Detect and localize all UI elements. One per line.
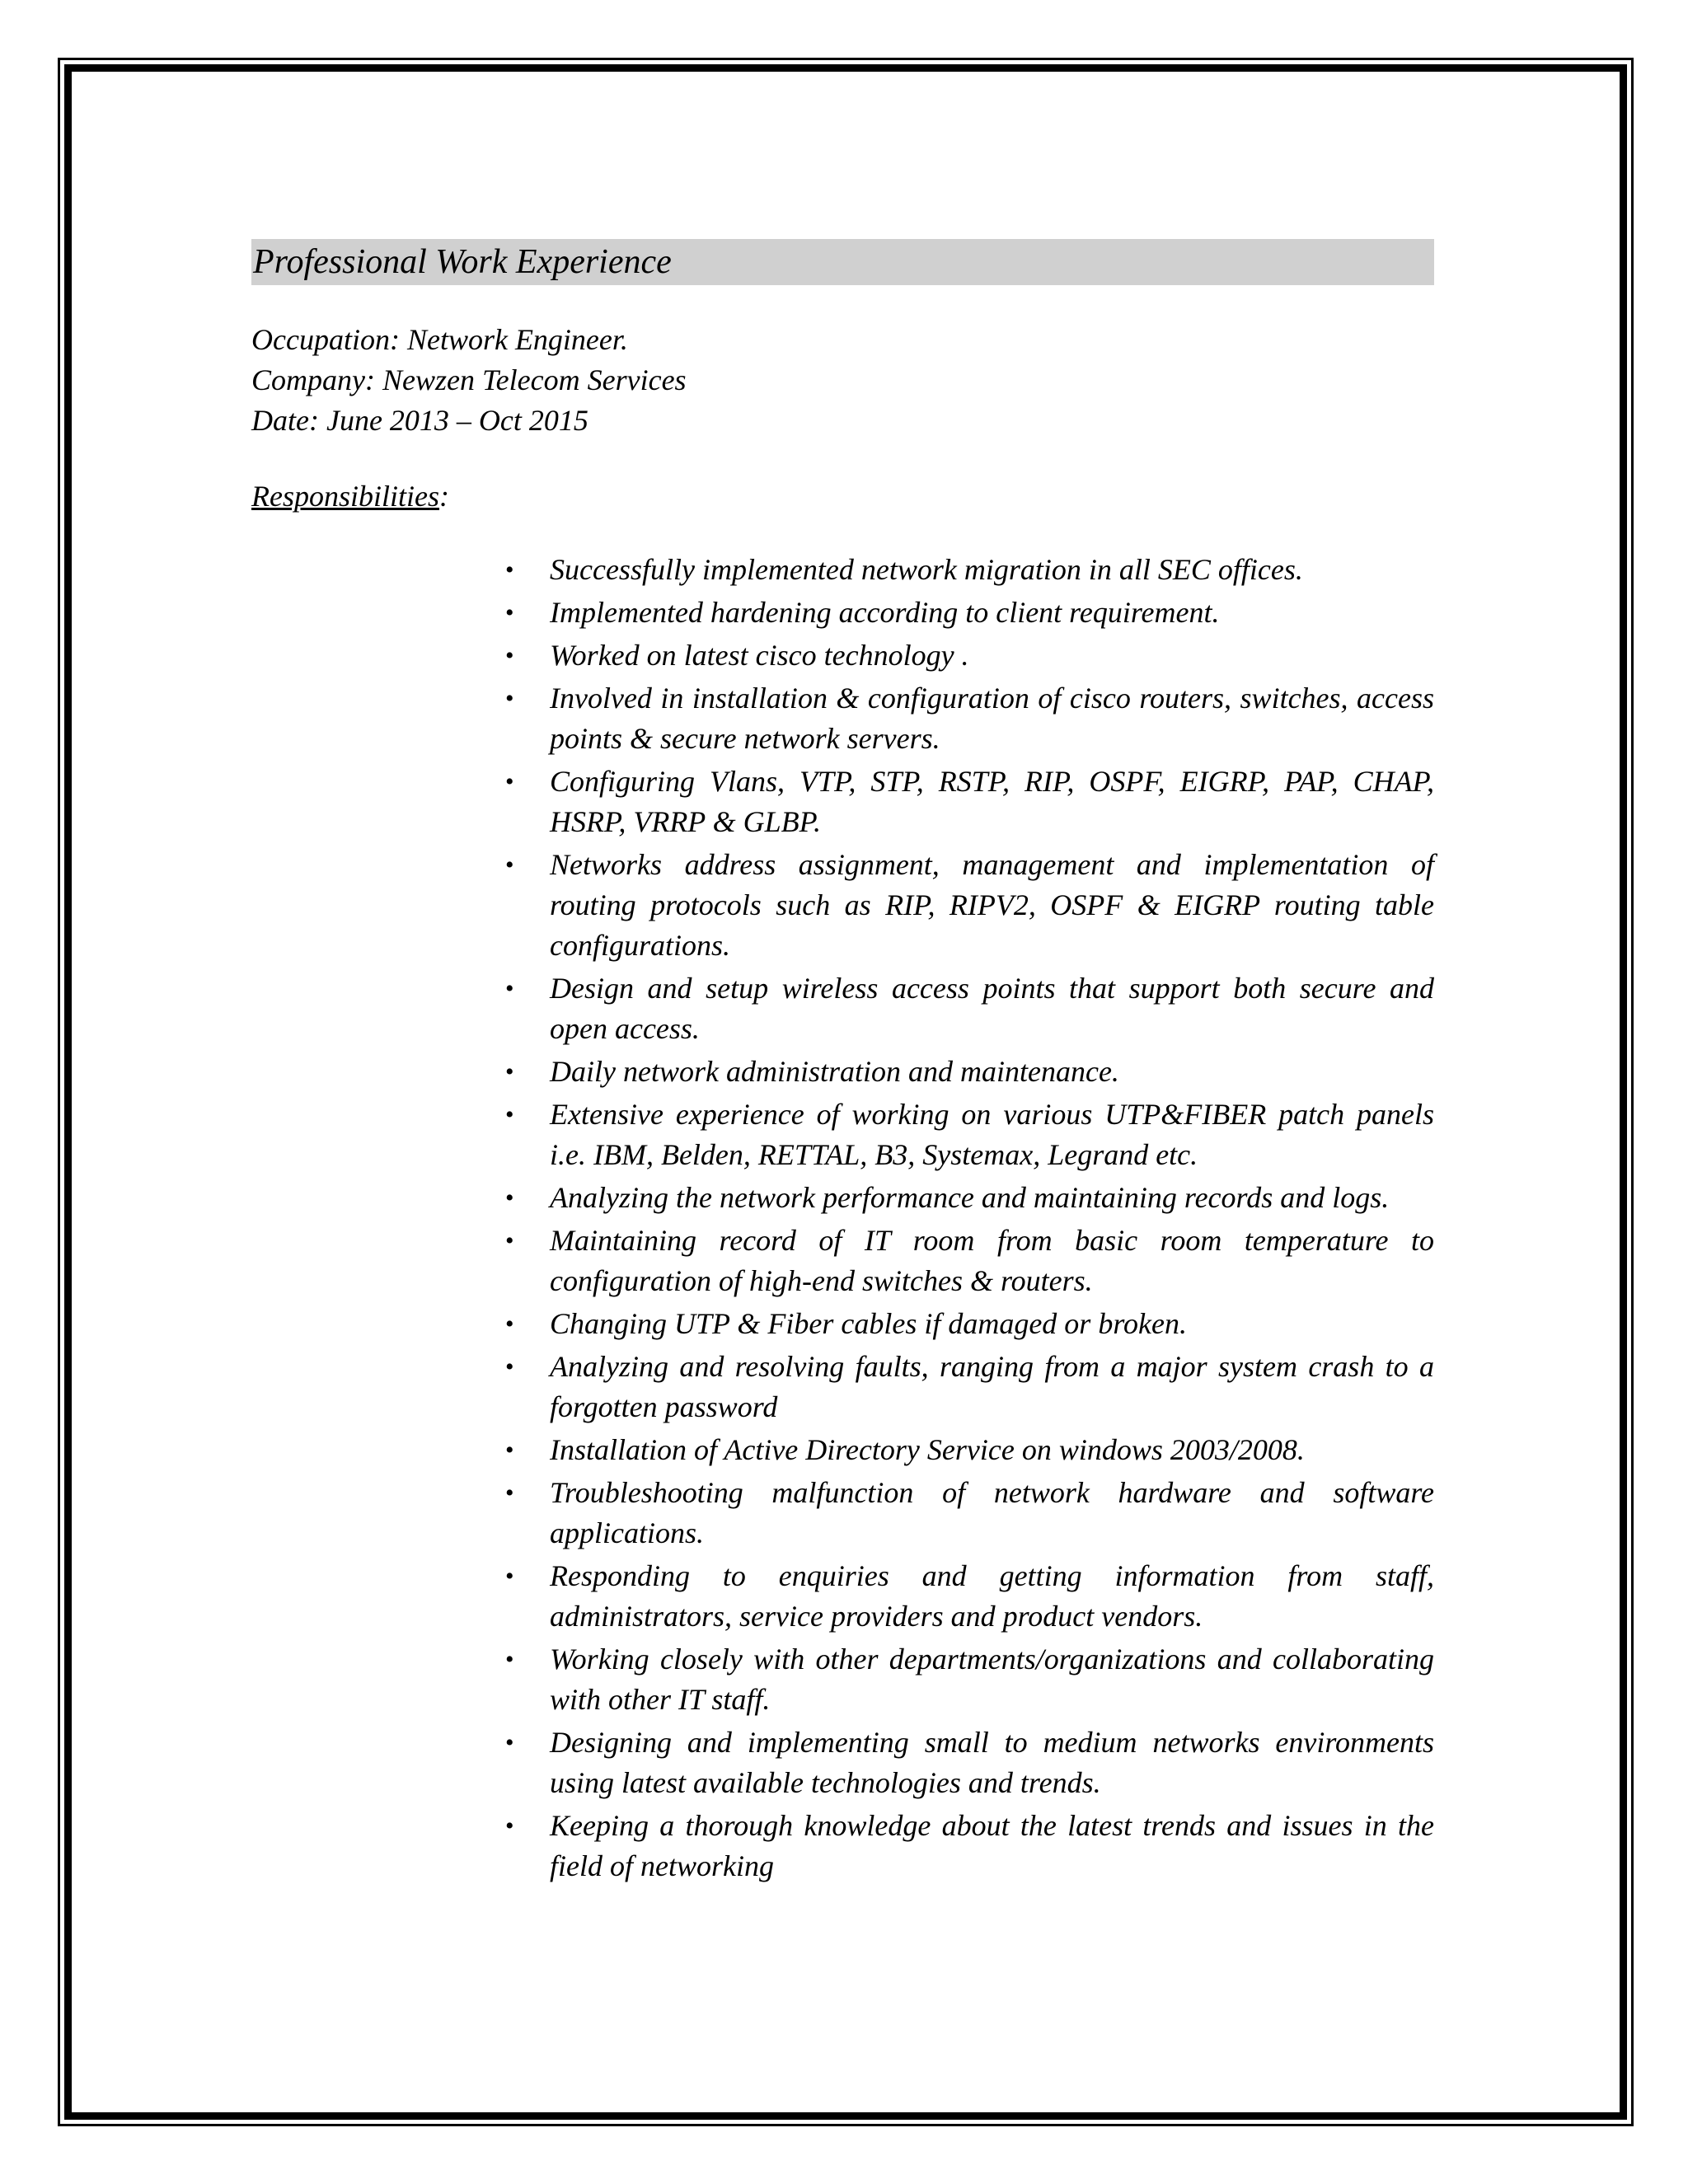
responsibility-text: Worked on latest cisco technology . xyxy=(550,639,969,672)
responsibility-text: Designing and implementing small to medium networks environments using latest available technologies and trends. xyxy=(550,1726,1434,1799)
responsibility-item xyxy=(500,1347,1434,1427)
responsibility-item xyxy=(500,1639,1434,1720)
bullet-icon: • xyxy=(505,1101,514,1128)
responsibility-item xyxy=(500,1430,1434,1470)
bullet-icon: • xyxy=(505,1353,514,1380)
responsibility-item xyxy=(500,968,1434,1049)
responsibility-text: Daily network administration and maintenance. xyxy=(550,1055,1119,1088)
bullet-icon: • xyxy=(505,768,514,795)
responsibility-item xyxy=(500,1094,1434,1175)
responsibility-item xyxy=(500,593,1434,633)
bullet-icon: • xyxy=(505,1227,514,1254)
bullet-icon: • xyxy=(505,851,514,879)
bullet-icon: • xyxy=(505,1729,514,1756)
responsibility-item xyxy=(500,1178,1434,1218)
responsibility-text: Analyzing and resolving faults, ranging from a major system crash to a forgotten password xyxy=(550,1350,1434,1423)
responsibility-item xyxy=(500,550,1434,590)
responsibilities-label-text: Responsibilities xyxy=(251,480,439,513)
responsibility-item xyxy=(500,678,1434,759)
responsibility-item xyxy=(500,1052,1434,1092)
responsibility-text: Maintaining record of IT room from basic room temperature to configuration of high-end switches & routers. xyxy=(550,1224,1434,1297)
responsibility-text: Installation of Active Directory Service on windows 2003/2008. xyxy=(550,1433,1305,1466)
responsibility-item xyxy=(500,1221,1434,1301)
responsibility-text: Troubleshooting malfunction of network hardware and software applications. xyxy=(550,1476,1434,1549)
responsibility-text: Analyzing the network performance and maintaining records and logs. xyxy=(550,1181,1390,1214)
responsibility-item xyxy=(500,1473,1434,1554)
responsibility-item xyxy=(500,1722,1434,1803)
responsibility-item xyxy=(500,762,1434,842)
bullet-icon: • xyxy=(505,1479,514,1507)
job-info xyxy=(251,320,1434,441)
responsibility-text: Changing UTP & Fiber cables if damaged or broken. xyxy=(550,1307,1187,1340)
resume-content xyxy=(251,239,1434,1889)
bullet-icon: • xyxy=(505,1646,514,1673)
bullet-icon: • xyxy=(505,642,514,669)
bullet-icon: • xyxy=(505,556,514,583)
responsibility-item xyxy=(500,1556,1434,1637)
responsibility-text: Involved in installation & configuration of cisco routers, switches, access points & secure network servers. xyxy=(550,682,1434,755)
responsibility-text: Working closely with other departments/organizations and collaborating with other IT staff. xyxy=(550,1643,1434,1716)
bullet-icon: • xyxy=(505,685,514,712)
responsibility-item xyxy=(500,1304,1434,1344)
responsibilities-label-colon: : xyxy=(439,480,449,513)
responsibility-text: Responding to enquiries and getting information from staff, administrators, service providers and product vendors. xyxy=(550,1559,1434,1633)
bullet-icon: • xyxy=(505,1812,514,1840)
responsibilities-list xyxy=(500,550,1434,1886)
bullet-icon: • xyxy=(505,1563,514,1590)
responsibility-text: Configuring Vlans, VTP, STP, RSTP, RIP, OSPF, EIGRP, PAP, CHAP, HSRP, VRRP & GLBP. xyxy=(550,765,1434,838)
responsibility-text: Successfully implemented network migration in all SEC offices. xyxy=(550,553,1303,586)
bullet-icon: • xyxy=(505,1058,514,1085)
responsibility-item xyxy=(500,635,1434,676)
bullet-icon: • xyxy=(505,1436,514,1464)
responsibilities-label xyxy=(251,476,1434,517)
occupation-line: Occupation: Network Engineer. xyxy=(251,323,628,356)
bullet-icon: • xyxy=(505,1184,514,1212)
date-line: Date: June 2013 – Oct 2015 xyxy=(251,404,588,437)
bullet-icon: • xyxy=(505,975,514,1002)
responsibility-item xyxy=(500,845,1434,966)
company-line: Company: Newzen Telecom Services xyxy=(251,363,687,396)
responsibility-text: Extensive experience of working on various UTP&FIBER patch panels i.e. IBM, Belden, RETTAL, B3, Systemax, Legrand etc. xyxy=(550,1098,1434,1171)
responsibility-text: Networks address assignment, management and implementation of routing protocols such as RIP, RIPV2, OSPF & EIGRP routing table configurations. xyxy=(550,848,1434,962)
responsibility-text: Keeping a thorough knowledge about the latest trends and issues in the field of networking xyxy=(550,1809,1434,1882)
responsibility-text: Design and setup wireless access points that support both secure and open access. xyxy=(550,972,1434,1045)
bullet-icon: • xyxy=(505,1310,514,1338)
section-heading: Professional Work Experience xyxy=(251,239,1434,285)
responsibility-text: Implemented hardening according to client requirement. xyxy=(550,596,1220,629)
responsibility-item xyxy=(500,1806,1434,1886)
bullet-icon: • xyxy=(505,599,514,626)
